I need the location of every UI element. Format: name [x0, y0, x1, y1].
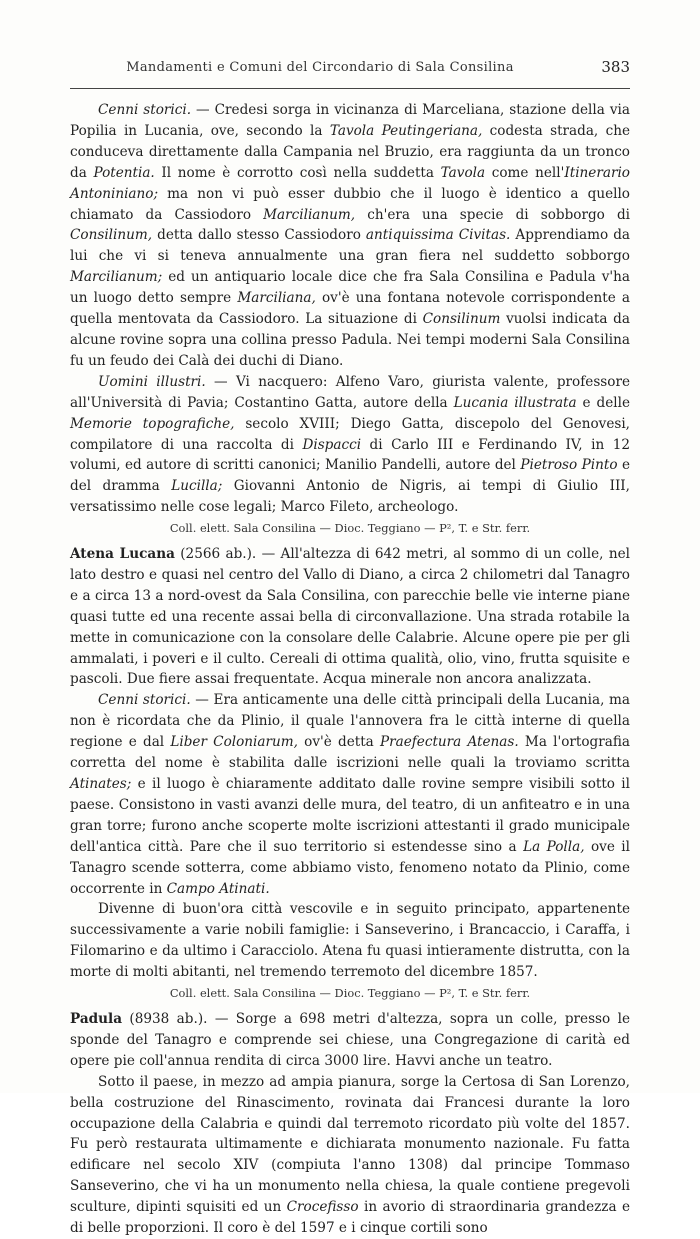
running-title: Mandamenti e Comuni del Circondario di Sala Consilina: [126, 60, 514, 75]
paragraph-uomini-illustri: Uomini illustri. — Vi nacquero: Alfeno Varo, giurista valente, professore all'Università di Pavia; Costantino Gatta, autore della Lucania illustrata e delle Memorie topografiche, secolo XVIII; Diego Gatta, discepolo del Genovesi, compilatore di una raccolta di Dispacci di Carlo III e Ferdinando IV, in 12 volumi, ed autore di scritti canonici; Manilio Pandelli, autore del Pietroso Pinto e del dramma Lucilla; Giovanni Antonio de Nigris, ai tempi di Giulio III, versatissimo nelle cose legali; Marco Fileto, archeologo.: [70, 373, 631, 516]
section-label: Uomini illustri.: [98, 373, 206, 390]
running-head: [70, 58, 630, 80]
entry-name: Atena Lucana: [70, 546, 175, 563]
paragraph-atena-lucana: Atena Lucana (2566 ab.). — All'altezza di 642 metri, al sommo di un colle, nel lato destro e quasi nel centro del Vallo di Diano, a circa 2 chilometri dal Tanagro e a circa 13 a nord-ovest da Sala Consilina, con parecchie belle vie interne piane quasi tutte ed una recente assai bella di circonvallazione. Una strada rotabile la mette in comunicazione con la consolare delle Calabrie. Alcune opere pie per gli ammalati, i poveri e il culto. Cereali di ottima qualità, olio, vino, frutta squisite e pascoli. Due fiere assai frequentate. Acqua minerale non ancora analizzata.: [70, 546, 630, 688]
entry-name: Padula: [70, 1010, 123, 1027]
section-label: Cenni storici.: [98, 692, 191, 709]
body-text: [70, 100, 630, 1239]
page-number: 383: [601, 58, 630, 76]
admin-note: Coll. elett. Sala Consilina — Dioc. Teggiano — P², T. e Str. ferr.: [169, 986, 531, 1001]
admin-note: Coll. elett. Sala Consilina — Dioc. Teggiano — P², T. e Str. ferr.: [169, 521, 531, 536]
paragraph-certosa: Sotto il paese, in mezzo ad ampia pianura, sorge la Certosa di San Lorenzo, bella costruzione del Rinascimento, rovinata dai Francesi durante la loro occupazione della Calabria e quindi dal terremoto ricordato più volte del 1857. Fu però restaurata ultimamente e dichiarata monumento nazionale. Fu fatta edificare nel secolo XIV (compiuta l'anno 1308) dal principe Tommaso Sanseverino, che vi ha un monumento nella chiesa, la quale contiene pregevoli sculture, dipinti squisiti ed un Crocefisso in avorio di straordinaria grandezza e di belle proporzioni. Il coro è del 1597 e i cinque cortili sono: [70, 1073, 630, 1237]
section-label: Cenni storici.: [98, 102, 192, 118]
paragraph-atena-history: Divenne di buon'ora città vescovile e in seguito principato, appartenente successivamente a varie nobili famiglie: i Sanseverino, i Brancaccio, i Caraffa, i Filomarino e da ultimo i Caracciolo. Atena fu quasi intieramente distrutta, con la morte di molti abitanti, nel tremendo terremoto del dicembre 1857.: [70, 901, 630, 981]
paragraph-cenni-storici-sala: Cenni storici. — Credesi sorga in vicinanza di Marceliana, stazione della via Popilia in Lucania, ove, secondo la Tavola Peutingeriana, codesta strada, che conduceva direttamente dalla Campania nel Bruzio, era raggiunta da un tronco da Potentia. Il nome è corrotto così nella suddetta Tavola come nell'Itinerario Antoniniano; ma non vi può esser dubbio che il luogo è identico a quello chiamato da Cassiodoro Marcilianum, ch'era una specie di sobborgo di Consilinum, detta dallo stesso Cassiodoro antiquissima Civitas. Apprendiamo da lui che vi si teneva annualmente una gran fiera nel suddetto sobborgo Marcilianum; ed un antiquario locale dice che fra Sala Consilina e Padula v'ha un luogo detto sempre Marciliana, ov'è una fontana notevole corrispondente a quella mentovata da Cassiodoro. La situazione di Consilinum vuolsi indicata da alcune rovine sopra una collina presso Padula. Nei tempi moderni Sala Consilina fu un feudo dei Calà dei duchi di Diano.: [70, 102, 630, 369]
paragraph-cenni-storici-atena: Cenni storici. — Era anticamente una delle città principali della Lucania, ma non è ricordata che da Plinio, il quale l'annovera fra le città interne di quella regione e dal Liber Coloniarum, ov'è detta Praefectura Atenas. Ma l'ortografia corretta del nome è stabilita dalle iscrizioni nelle quali la troviamo scritta Atinates; e il luogo è chiaramente additato dalle rovine sempre visibili sotto il paese. Consistono in vasti avanzi delle mura, del teatro, di un anfiteatro e in una gran torre; furono anche scoperte molte iscrizioni attestanti il grado municipale dell'antica città. Pare che il suo territorio si estendesse sino a La Polla, ove il Tanagro scende sotterra, come abbiamo visto, fenomeno notato da Plinio, come occorrente in Campo Atinati.: [70, 692, 631, 897]
header-rule: [70, 88, 630, 89]
paragraph-padula: Padula (8938 ab.). — Sorge a 698 metri d'altezza, sopra un colle, presso le sponde del Tanagro e comprende sei chiese, una Congregazione di carità ed opere pie coll'annua rendita di circa 3000 lire. Havvi anche un teatro.: [70, 1010, 630, 1069]
